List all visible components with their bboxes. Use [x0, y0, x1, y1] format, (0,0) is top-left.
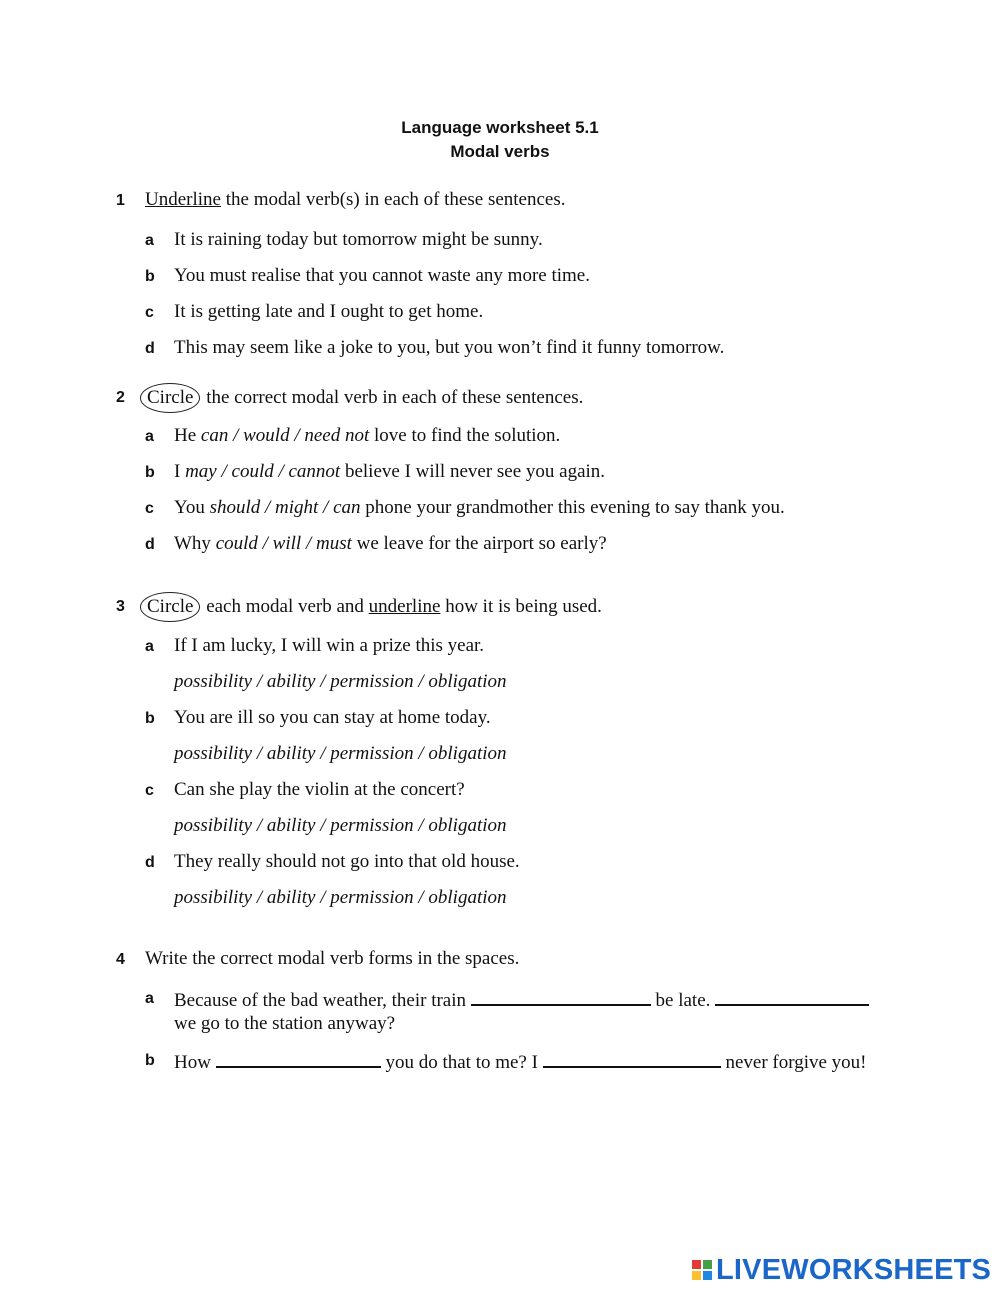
question-1-instruction: Underline the modal verb(s) in each of these sentences. [145, 189, 566, 210]
q2-item-letter: b [145, 464, 155, 481]
q2-item-letter: c [145, 500, 154, 517]
q2-item-sentence: Why could / will / must we leave for the airport so early? [174, 533, 607, 554]
q4-item-letter: b [145, 1052, 155, 1069]
q1-item-sentence: This may seem like a joke to you, but you won’t find it funny tomorrow. [174, 337, 725, 358]
q3-item-letter: c [145, 782, 154, 799]
answer-blank[interactable] [715, 987, 869, 1006]
q3-item-letter: b [145, 710, 155, 727]
logo-mark-icon [692, 1260, 712, 1280]
q3-item-options[interactable]: possibility / ability / permission / obligation [174, 887, 507, 908]
q1-item-letter: b [145, 268, 155, 285]
underline-keyword: underline [368, 596, 441, 617]
circled-keyword: Circle [140, 383, 200, 413]
circled-keyword: Circle [140, 592, 200, 622]
logo-square [703, 1271, 712, 1280]
q3-item-sentence[interactable]: You are ill so you can stay at home today. [174, 707, 491, 728]
modal-options[interactable]: should / might / can [209, 497, 361, 518]
q2-item-sentence: You should / might / can phone your grandmother this evening to say thank you. [174, 497, 785, 518]
modal-options[interactable]: may / could / cannot [185, 461, 341, 482]
q1-item-sentence: It is getting late and I ought to get home. [174, 301, 484, 322]
answer-blank[interactable] [543, 1049, 721, 1068]
q3-item-sentence[interactable]: They really should not go into that old house. [174, 851, 520, 872]
q3-item-options[interactable]: possibility / ability / permission / obligation [174, 671, 507, 692]
q1-item-sentence: You must realise that you cannot waste any more time. [174, 265, 590, 286]
modal-options[interactable]: could / will / must [215, 533, 352, 554]
underline-keyword: Underline [145, 189, 221, 210]
question-2-number: 2 [116, 389, 125, 406]
question-2-instruction: Circle the correct modal verb in each of these sentences. [145, 383, 583, 413]
question-4-instruction: Write the correct modal verb forms in the spaces. [145, 948, 520, 969]
q2-item-sentence: He can / would / need not love to find the solution. [174, 425, 561, 446]
q4-item-sentence: Because of the bad weather, their train be late. [174, 987, 869, 1012]
q3-item-sentence[interactable]: If I am lucky, I will win a prize this year. [174, 635, 485, 656]
q1-item-letter: c [145, 304, 154, 321]
q2-item-letter: a [145, 428, 154, 445]
q1-item-sentence: It is raining today but tomorrow might be sunny. [174, 229, 543, 250]
worksheet-title: Language worksheet 5.1 [401, 118, 599, 137]
q3-item-letter: a [145, 638, 154, 655]
q3-item-options[interactable]: possibility / ability / permission / obligation [174, 743, 507, 764]
q3-item-options[interactable]: possibility / ability / permission / obligation [174, 815, 507, 836]
answer-blank[interactable] [216, 1049, 381, 1068]
logo-text: LIVEWORKSHEETS [716, 1253, 992, 1286]
logo-square [703, 1260, 712, 1269]
modal-options[interactable]: can / would / need not [200, 425, 370, 446]
logo-square [692, 1271, 701, 1280]
q4-item-sentence: How you do that to me? I never forgive you! [174, 1049, 867, 1074]
q3-item-letter: d [145, 854, 155, 871]
q3-item-sentence[interactable]: Can she play the violin at the concert? [174, 779, 465, 800]
q1-item-letter: d [145, 340, 155, 357]
q2-item-letter: d [145, 536, 155, 553]
question-3-instruction: Circle each modal verb and underline how it is being used. [145, 592, 602, 622]
q2-item-sentence: I may / could / cannot believe I will never see you again. [174, 461, 606, 482]
answer-blank[interactable] [471, 987, 651, 1006]
q4-item-letter: a [145, 990, 154, 1007]
liveworksheets-logo[interactable] [692, 1254, 991, 1286]
logo-square [692, 1260, 701, 1269]
worksheet-subtitle: Modal verbs [450, 142, 550, 161]
q4-item-continuation: we go to the station anyway? [174, 1013, 396, 1034]
question-4-number: 4 [116, 951, 125, 968]
question-3-number: 3 [116, 598, 125, 615]
q1-item-letter: a [145, 232, 154, 249]
question-1-number: 1 [116, 192, 125, 209]
